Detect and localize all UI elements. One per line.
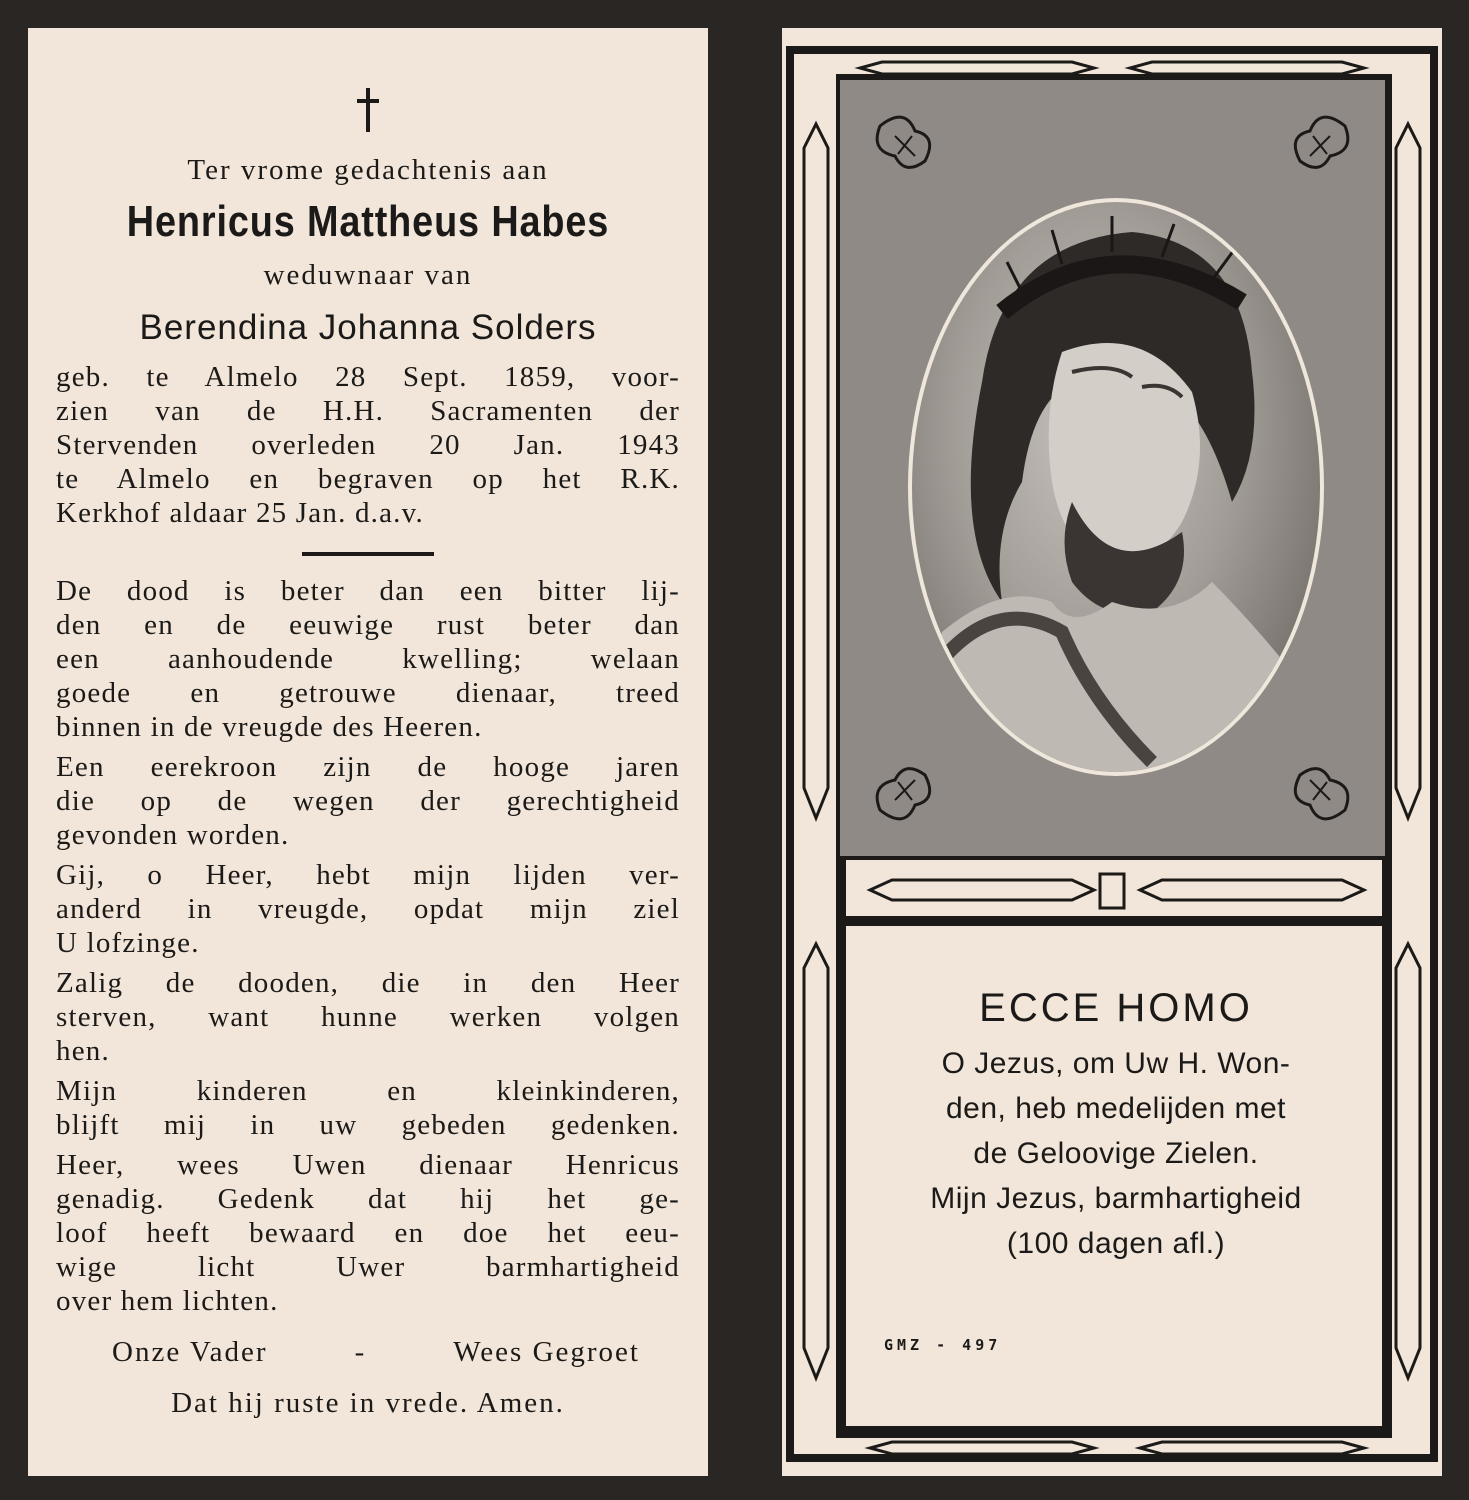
leaf-ornament-icon: [870, 760, 940, 830]
prayer-panel: [846, 926, 1386, 1426]
verse-line: gevonden worden.: [56, 819, 290, 851]
bio-line: te Almelo en begraven op het R.K.: [56, 463, 680, 495]
verse-line: loof heeft bewaard en doe het eeu-: [56, 1217, 680, 1249]
leaf-ornament-icon: [870, 106, 940, 176]
print-code: GMZ - 497: [884, 1336, 1002, 1354]
verse-line: Heer, wees Uwen dienaar Henricus: [56, 1149, 680, 1181]
verse-paragraph-4: [56, 966, 680, 1068]
memorial-text-card: [28, 28, 708, 1476]
ecce-homo-picture: [840, 80, 1385, 856]
verse-line: Zalig de dooden, die in den Heer: [56, 967, 680, 999]
verse-line: wige licht Uwer barmhartigheid: [56, 1251, 680, 1283]
verse-line: binnen in de vreugde des Heeren.: [56, 711, 483, 743]
prayer-names: [56, 1336, 680, 1369]
bio-line: zien van de H.H. Sacramenten der: [56, 395, 680, 427]
verse-line: Gij, o Heer, hebt mijn lijden ver-: [56, 859, 680, 891]
verse-line: Mijn kinderen en kleinkinderen,: [56, 1075, 680, 1107]
closing-line: Dat hij ruste in vrede. Amen.: [171, 1387, 565, 1419]
verse-line: De dood is beter dan een bitter lij-: [56, 575, 680, 607]
verse-paragraph-2: [56, 750, 680, 852]
prayer-our-father: Onze Vader: [112, 1336, 268, 1368]
verse-paragraph-3: [56, 858, 680, 960]
verse-line: anderd in vreugde, opdat mijn ziel: [56, 893, 680, 925]
prayer-line: Mijn Jezus, barmhartigheid: [930, 1182, 1302, 1215]
verse-line: hen.: [56, 1035, 110, 1067]
verse-paragraph-5: [56, 1074, 680, 1142]
prayer-line: de Geloovige Zielen.: [973, 1137, 1259, 1170]
biography: [56, 360, 680, 530]
verse-paragraph-1: [56, 574, 680, 744]
spouse-name: Berendina Johanna Solders: [139, 308, 597, 347]
christ-portrait-icon: [912, 202, 1320, 772]
verse-line: goede en getrouwe dienaar, treed: [56, 677, 680, 709]
prayer-hail-mary: Wees Gegroet: [453, 1336, 640, 1368]
verse-line: een aanhoudende kwelling; welaan: [56, 643, 680, 675]
devotional-image-card: [782, 28, 1442, 1476]
verse-line: den en de eeuwige rust beter dan: [56, 609, 680, 641]
verse-paragraph-6: [56, 1148, 680, 1318]
verse-line: blijft mij in uw gebeden gedenken.: [56, 1109, 680, 1141]
verse-line: genadig. Gedenk dat hij het ge-: [56, 1183, 680, 1215]
verse-line: sterven, want hunne werken volgen: [56, 1001, 680, 1033]
bio-line: Stervenden overleden 20 Jan. 1943: [56, 429, 680, 461]
verse-line: die op de wegen der gerechtigheid: [56, 785, 680, 817]
leaf-ornament-icon: [1285, 760, 1355, 830]
intro-text: Ter vrome gedachtenis aan: [187, 154, 549, 186]
bio-line: Kerkhof aldaar 25 Jan. d.a.v.: [56, 497, 424, 529]
cross-icon: [357, 88, 379, 132]
prayer-separator: -: [354, 1336, 367, 1368]
prayer-line: O Jezus, om Uw H. Won-: [941, 1047, 1291, 1080]
bio-line: geb. te Almelo 28 Sept. 1859, voor-: [56, 361, 680, 393]
widower-text: weduwnaar van: [263, 259, 473, 291]
verse-line: Een eerekroon zijn de hooge jaren: [56, 751, 680, 783]
portrait-oval: [908, 198, 1324, 776]
verse-line: over hem lichten.: [56, 1285, 279, 1317]
verse-line: U lofzinge.: [56, 927, 200, 959]
deceased-name: Henricus Mattheus Habes: [126, 197, 610, 246]
divider: [302, 552, 434, 556]
prayer-line: (100 dagen afl.): [1006, 1227, 1226, 1260]
prayer-line: den, heb medelijden met: [945, 1092, 1287, 1125]
leaf-ornament-icon: [1285, 106, 1355, 176]
image-title: ECCE HOMO: [979, 986, 1253, 1030]
